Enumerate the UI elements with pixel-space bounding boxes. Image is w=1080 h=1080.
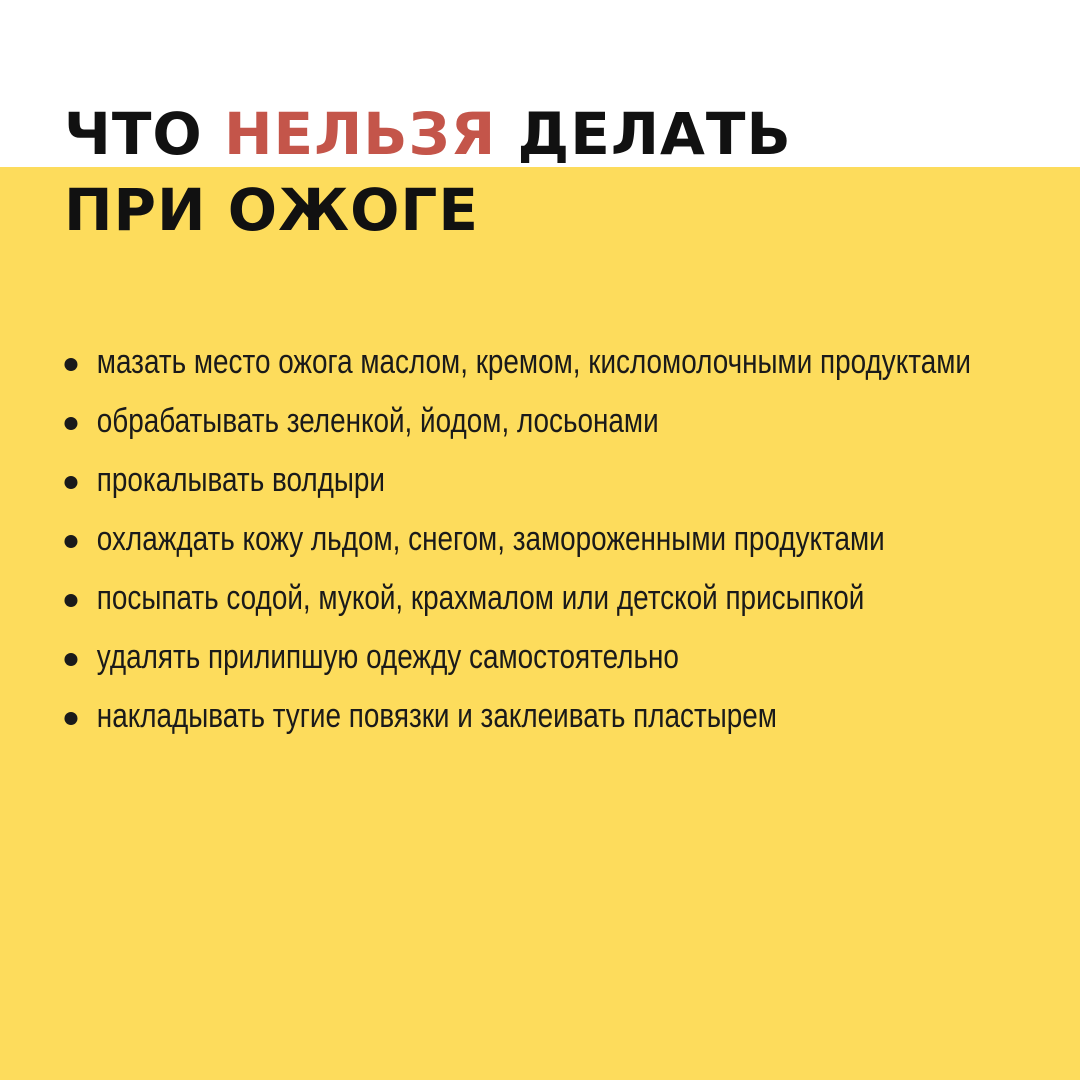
title-accent-word: НЕЛЬЗЯ (223, 100, 497, 168)
list-item (64, 628, 1056, 687)
list-item-text: обрабатывать зеленкой, йодом, лосьонами (96, 402, 659, 440)
title-word-what: ЧТО (64, 100, 224, 168)
list-item (64, 569, 1056, 628)
prohibited-actions-list (64, 333, 1024, 746)
list-item-text: удалять прилипшую одежду самостоятельно (96, 638, 679, 676)
list-item-text: мазать место ожога маслом, кремом, кисломолочными продуктами (96, 343, 971, 381)
bullet-icon (64, 594, 77, 607)
list-item-text: накладывать тугие повязки и заклеивать пластырем (96, 697, 777, 735)
title-word-do: ДЕЛАТЬ (496, 100, 792, 168)
title-line-2: ПРИ ОЖОГЕ (64, 176, 479, 244)
list-item (64, 510, 1056, 569)
bullet-icon (64, 417, 77, 430)
page-title (64, 96, 792, 248)
bullet-icon (64, 476, 77, 489)
list-item (64, 451, 1056, 510)
list-item (64, 687, 1056, 746)
bullet-icon (64, 358, 77, 371)
list-item-text: прокалывать волдыри (96, 461, 386, 499)
title-line-1 (64, 96, 792, 172)
list-item (64, 333, 1056, 392)
bullet-icon (64, 712, 77, 725)
list-item-text: охлаждать кожу льдом, снегом, замороженными продуктами (96, 520, 885, 558)
bullet-icon (64, 535, 77, 548)
list-item-text: посыпать содой, мукой, крахмалом или детской присыпкой (96, 579, 865, 617)
bullet-icon (64, 653, 77, 666)
list-item (64, 392, 1056, 451)
